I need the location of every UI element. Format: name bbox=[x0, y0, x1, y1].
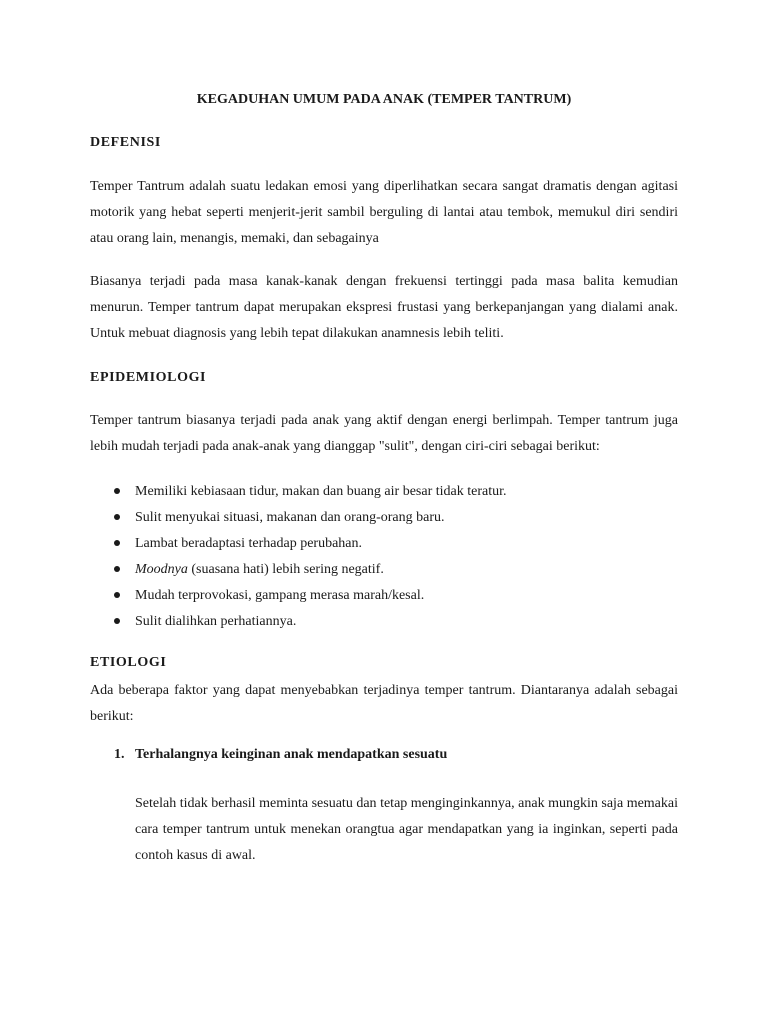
bullet-icon bbox=[114, 514, 120, 520]
list-item-text: (suasana hati) lebih sering negatif. bbox=[191, 562, 384, 577]
bullet-icon bbox=[114, 592, 120, 598]
paragraph-epidemiologi-1: Temper tantrum biasanya terjadi pada anak yang aktif dengan energi berlimpah. Temper tantrum juga lebih mudah terjadi pada anak-anak yang dianggap "sulit", dengan ciri-ciri sebagai berikut: bbox=[90, 413, 678, 454]
item-title: Terhalangnya keinginan anak mendapatkan sesuatu bbox=[135, 747, 448, 762]
list-item-text: Sulit dialihkan perhatiannya. bbox=[135, 614, 297, 629]
list-item bbox=[90, 531, 507, 557]
list-item-text: Mudah terprovokasi, gampang merasa marah/kesal. bbox=[135, 588, 425, 603]
list-item bbox=[90, 479, 507, 505]
heading-epidemiologi: EPIDEMIOLOGI bbox=[90, 370, 207, 385]
list-item bbox=[90, 505, 507, 531]
list-item-text: Sulit menyukai situasi, makanan dan orang-orang baru. bbox=[135, 510, 445, 525]
heading-defenisi: DEFENISI bbox=[90, 135, 161, 150]
paragraph-defenisi-2: Biasanya terjadi pada masa kanak-kanak dengan frekuensi tertinggi pada masa balita kemudian menurun. Temper tantrum dapat merupakan ekspresi frustasi yang berkepanjangan yang dialami anak. Untuk mebuat diagnosis yang lebih tepat dilakukan anamnesis lebih teliti. bbox=[90, 274, 678, 341]
item-number: 1. bbox=[114, 747, 125, 762]
list-item-text: Memiliki kebiasaan tidur, makan dan buang air besar tidak teratur. bbox=[135, 484, 507, 499]
list-item-italic-text: Moodnya bbox=[135, 562, 188, 577]
bullet-icon bbox=[114, 540, 120, 546]
paragraph-etiologi-1: Ada beberapa faktor yang dapat menyebabkan terjadinya temper tantrum. Diantaranya adalah sebagai berikut: bbox=[90, 683, 678, 724]
list-item bbox=[90, 583, 507, 609]
paragraph-etiologi-item1: Setelah tidak berhasil meminta sesuatu dan tetap menginginkannya, anak mungkin saja memakai cara temper tantrum untuk menekan orangtua agar mendapatkan yang ia inginkan, seperti pada contoh kasus di awal. bbox=[135, 796, 678, 863]
paragraph-defenisi-1: Temper Tantrum adalah suatu ledakan emosi yang diperlihatkan secara sangat dramatis dengan agitasi motorik yang hebat seperti menjerit-jerit sambil berguling di lantai atau tembok, memukul diri sendiri atau orang lain, menangis, memaki, dan sebagainya bbox=[90, 179, 678, 246]
bullet-icon bbox=[114, 488, 120, 494]
document-title: KEGADUHAN UMUM PADA ANAK (TEMPER TANTRUM) bbox=[196, 92, 572, 107]
heading-etiologi: ETIOLOGI bbox=[90, 655, 167, 670]
bullet-list bbox=[90, 479, 507, 635]
list-item bbox=[90, 557, 507, 583]
list-item bbox=[90, 609, 507, 635]
bullet-icon bbox=[114, 566, 120, 572]
list-item-text: Lambat beradaptasi terhadap perubahan. bbox=[135, 536, 363, 551]
bullet-icon bbox=[114, 618, 120, 624]
